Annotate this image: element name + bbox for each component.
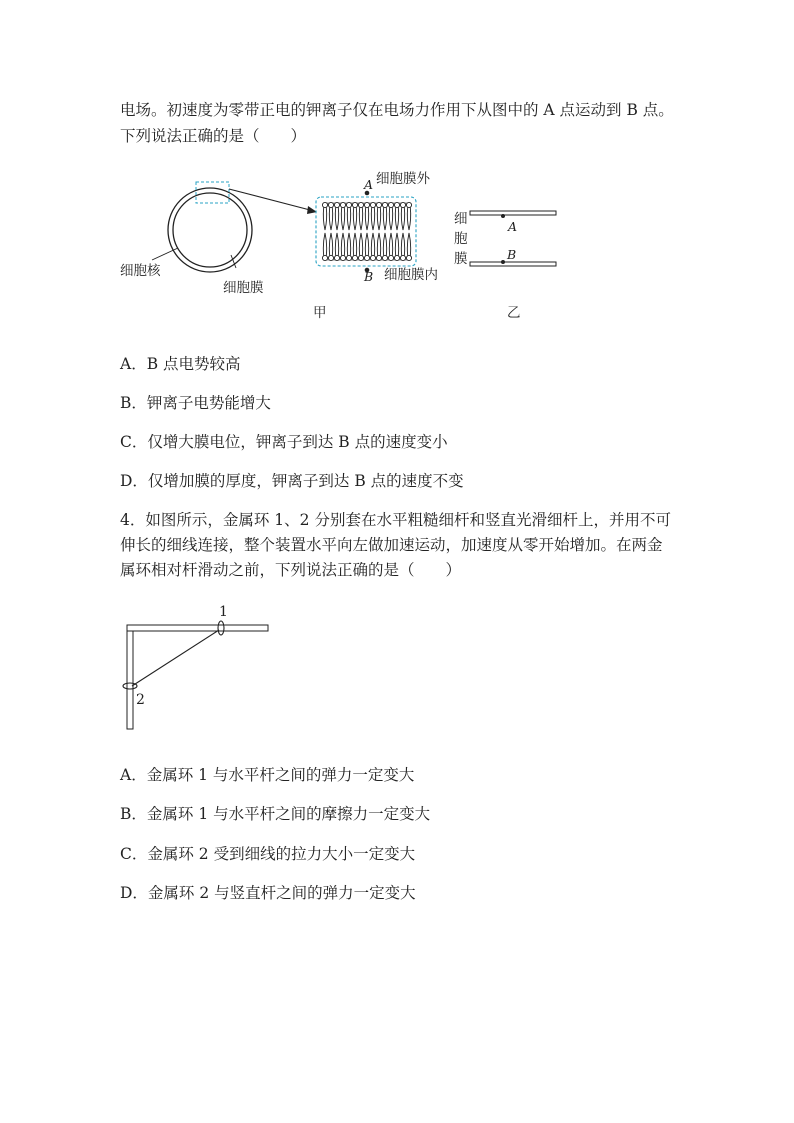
q4-option-c: C．金属环 2 受到细线的拉力大小一定变大 bbox=[120, 845, 416, 863]
lipid-head bbox=[328, 255, 333, 260]
horizontal-rod bbox=[127, 625, 268, 631]
lipid-head bbox=[340, 255, 345, 260]
lipid-head bbox=[388, 255, 393, 260]
lipid-tail bbox=[341, 208, 344, 231]
caption-left: 甲 bbox=[313, 305, 327, 321]
caption-right: 乙 bbox=[507, 305, 521, 321]
lipid-head bbox=[406, 202, 411, 207]
q3-option-c: C．仅增大膜电位，钾离子到达 B 点的速度变小 bbox=[120, 433, 448, 451]
lipid-tail bbox=[395, 208, 398, 231]
lipid-tail bbox=[359, 233, 362, 256]
lipid-head bbox=[394, 255, 399, 260]
lipid-bilayer bbox=[323, 203, 410, 260]
lipid-tail bbox=[371, 208, 374, 231]
q3-stem-line1: 电场。初速度为零带正电的钾离子仅在电场力作用下从图中的 A 点运动到 B 点。 bbox=[120, 101, 674, 119]
lipid-head bbox=[388, 202, 393, 207]
lipid-tail bbox=[329, 233, 332, 256]
q4-option-b: B．金属环 1 与水平杆之间的摩擦力一定变大 bbox=[120, 805, 431, 823]
lipid-tail bbox=[335, 208, 338, 231]
lipid-tail bbox=[377, 208, 380, 231]
string bbox=[132, 630, 219, 686]
lipid-head bbox=[400, 202, 405, 207]
lipid-heads-top bbox=[322, 202, 411, 230]
lipid-tail bbox=[365, 208, 368, 231]
point-A-right bbox=[501, 214, 505, 218]
lipid-tail bbox=[365, 233, 368, 256]
lipid-tail bbox=[377, 233, 380, 256]
rings-on-rods-figure bbox=[115, 598, 285, 738]
lipid-head bbox=[376, 202, 381, 207]
lipid-head bbox=[400, 255, 405, 260]
lipid-tail bbox=[359, 208, 362, 231]
cell-inner-circle bbox=[173, 193, 247, 267]
lipid-tail bbox=[347, 208, 350, 231]
label-vertical-3: 膜 bbox=[454, 251, 468, 267]
lipid-head bbox=[328, 202, 333, 207]
lipid-head bbox=[382, 255, 387, 260]
lipid-head bbox=[322, 255, 327, 260]
label-A-left: A bbox=[364, 177, 374, 192]
lipid-tail bbox=[401, 233, 404, 256]
q3-stem-line2: 下列说法正确的是（ ） bbox=[120, 127, 307, 145]
lipid-tail bbox=[323, 233, 326, 256]
lipid-head bbox=[334, 255, 339, 260]
lipid-tail bbox=[335, 233, 338, 256]
lipid-tail bbox=[371, 233, 374, 256]
label-outside: 细胞膜外 bbox=[376, 171, 430, 187]
label-vertical-2: 胞 bbox=[454, 231, 468, 247]
lipid-tail bbox=[407, 208, 410, 231]
label-ring-2: 2 bbox=[136, 692, 145, 708]
lipid-head bbox=[382, 202, 387, 207]
q4-stem-line1: 4．如图所示，金属环 1、2 分别套在水平粗糙细杆和竖直光滑细杆上，并用不可 bbox=[120, 511, 671, 529]
lipid-tail bbox=[383, 233, 386, 256]
cell-membrane-figure bbox=[110, 165, 570, 325]
lipid-head bbox=[322, 202, 327, 207]
point-B-right bbox=[501, 260, 505, 264]
lipid-head bbox=[358, 255, 363, 260]
lipid-tail bbox=[383, 208, 386, 231]
q3-option-d: D．仅增加膜的厚度，钾离子到达 B 点的速度不变 bbox=[120, 472, 464, 490]
lipid-head bbox=[352, 202, 357, 207]
lipid-tail bbox=[353, 208, 356, 231]
lipid-head bbox=[406, 255, 411, 260]
label-A-right: A bbox=[508, 219, 518, 234]
q4-option-d: D．金属环 2 与竖直杆之间的弹力一定变大 bbox=[120, 884, 416, 902]
lipid-head bbox=[346, 202, 351, 207]
q4-stem-line3: 属环相对杆滑动之前，下列说法正确的是（ ） bbox=[120, 561, 462, 579]
label-vertical-1: 细 bbox=[454, 211, 468, 227]
lipid-heads-bottom bbox=[322, 233, 411, 261]
lipid-tail bbox=[353, 233, 356, 256]
lipid-head bbox=[370, 202, 375, 207]
q3-option-a: A．B 点电势较高 bbox=[120, 355, 241, 373]
lipid-head bbox=[364, 255, 369, 260]
q4-stem-line2: 伸长的细线连接，整个装置水平向左做加速运动，加速度从零开始增加。在两金 bbox=[120, 536, 663, 554]
vertical-rod bbox=[127, 631, 133, 729]
lipid-head bbox=[376, 255, 381, 260]
lipid-head bbox=[394, 202, 399, 207]
lipid-tail bbox=[389, 233, 392, 256]
cell-outer-circle bbox=[168, 188, 252, 272]
lipid-tail bbox=[395, 233, 398, 256]
lipid-tail bbox=[329, 208, 332, 231]
lipid-tail bbox=[407, 233, 410, 256]
label-inside: 细胞膜内 bbox=[384, 267, 438, 283]
label-nucleus: 细胞核 bbox=[120, 263, 161, 279]
plate-bottom bbox=[470, 262, 556, 266]
lipid-tail bbox=[341, 233, 344, 256]
lipid-head bbox=[334, 202, 339, 207]
lipid-head bbox=[346, 255, 351, 260]
lipid-tail bbox=[347, 233, 350, 256]
lipid-head bbox=[358, 202, 363, 207]
lipid-head bbox=[340, 202, 345, 207]
lipid-head bbox=[352, 255, 357, 260]
lipid-tail bbox=[401, 208, 404, 231]
q4-option-a: A．金属环 1 与水平杆之间的弹力一定变大 bbox=[120, 766, 415, 784]
label-B-left: B bbox=[364, 269, 374, 284]
label-membrane: 细胞膜 bbox=[223, 280, 264, 296]
lipid-tail bbox=[323, 208, 326, 231]
q3-option-b: B．钾离子电势能增大 bbox=[120, 394, 271, 412]
lipid-head bbox=[364, 202, 369, 207]
label-ring-1: 1 bbox=[219, 604, 228, 620]
lipid-tail bbox=[389, 208, 392, 231]
label-B-right: B bbox=[507, 247, 517, 262]
plate-top bbox=[470, 211, 556, 215]
lipid-head bbox=[370, 255, 375, 260]
